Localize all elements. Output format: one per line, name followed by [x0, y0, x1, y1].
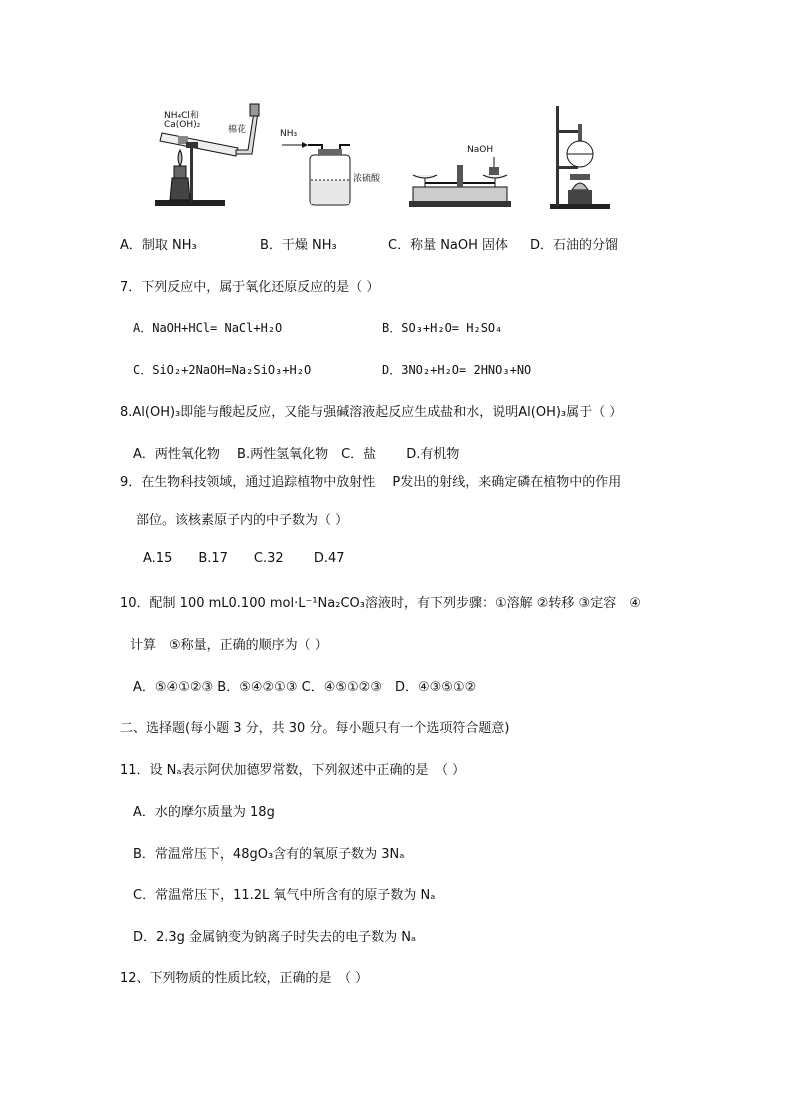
figure-a-label-reagent: NH₄Cl和: [164, 111, 199, 121]
figure-c-label-naoh: NaOH: [467, 145, 494, 155]
q10-stem-line2: 计算 ⑤称量，正确的顺序为（ ）: [130, 638, 328, 653]
figure-a-prepare-nh3: [150, 100, 265, 210]
q8-stem: 8.Al(OH)₃即能与酸起反应，又能与强碱溶液起反应生成盐和水，说明Al(OH)₃属于（ ）: [120, 405, 623, 420]
figure-a-label-reagent-2: Ca(OH)₂: [164, 120, 201, 130]
q11-option-c: C．常温常压下，11.2L 氧气中所含有的原子数为 Nₐ: [133, 888, 436, 903]
q7-option-c: C．SiO₂+2NaOH=Na₂SiO₃+H₂O: [133, 363, 312, 377]
q11-option-d: D．2.3g 金属钠变为钠离子时失去的电子数为 Nₐ: [133, 930, 417, 945]
q10-options: A．⑤④①②③ B．⑤④②①③ C．④⑤①②③ D．④③⑤①②: [133, 680, 477, 695]
figure-b-label-gas: NH₃: [280, 129, 298, 139]
q11-stem: 11．设 Nₐ表示阿伏加德罗常数，下列叙述中正确的是 （ ）: [120, 763, 466, 778]
q9-options: A.15 B.17 C.32 D.47: [143, 551, 345, 566]
figure-c-weigh-naoh: [405, 145, 515, 210]
q6-option-a: A．制取 NH₃: [120, 238, 197, 253]
q8-options: A．两性氧化物 B.两性氢氧化物 C．盐 D.有机物: [133, 447, 460, 462]
q11-option-a: A．水的摩尔质量为 18g: [133, 805, 275, 820]
q6-option-b: B．干燥 NH₃: [260, 238, 337, 253]
figure-b-label-acid: 浓硫酸: [353, 174, 381, 184]
figure-a-label-cotton: 棉花: [228, 125, 247, 135]
figure-b-dry-nh3: [280, 125, 390, 210]
q6-option-d: D．石油的分馏: [530, 238, 619, 253]
q7-option-a: A．NaOH+HCl= NaCl+H₂O: [133, 321, 283, 335]
figure-d-drawing: [542, 100, 622, 212]
q7-option-b: B．SO₃+H₂O= H₂SO₄: [382, 321, 503, 335]
q11-option-b: B．常温常压下，48gO₃含有的氧原子数为 3Nₐ: [133, 847, 405, 862]
section-2-title: 二、选择题(每小题 3 分，共 30 分。每小题只有一个选项符合题意): [120, 721, 510, 736]
q6-option-c: C．称量 NaOH 固体: [388, 238, 509, 253]
apparatus-figures: [150, 100, 630, 215]
q9-stem-line1: 9．在生物科技领域，通过追踪植物中放射性 P发出的射线，来确定磷在植物中的作用: [120, 475, 622, 490]
figure-d-distillation: [542, 100, 622, 212]
figure-c-drawing: [405, 145, 515, 210]
q10-stem-line1: 10．配制 100 mL0.100 mol·L⁻¹Na₂CO₃溶液时，有下列步骤：①溶解 ②转移 ③定容 ④: [120, 596, 641, 611]
q9-stem-line2: 部位。该核素原子内的中子数为（ ）: [136, 513, 349, 528]
q7-stem: 7．下列反应中，属于氧化还原反应的是（ ）: [120, 280, 380, 295]
q12-stem: 12、下列物质的性质比较，正确的是 （ ）: [120, 971, 369, 986]
q7-option-d: D．3NO₂+H₂O= 2HNO₃+NO: [382, 363, 532, 377]
